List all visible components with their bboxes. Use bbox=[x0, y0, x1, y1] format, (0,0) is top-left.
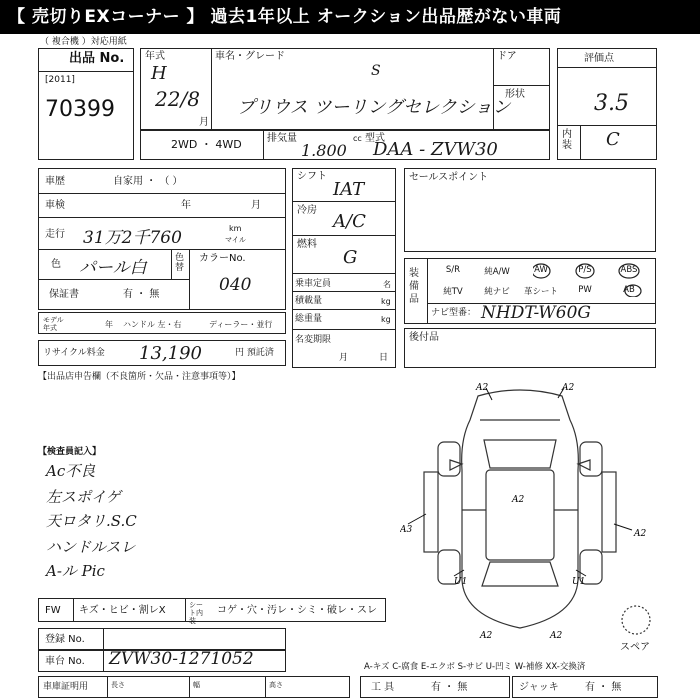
color-code-label: カラーNo. bbox=[199, 253, 246, 264]
capacity-label-0: 乗車定員 bbox=[295, 279, 332, 289]
color-change-label: 色替 bbox=[175, 253, 185, 273]
recycle-row bbox=[38, 340, 286, 366]
tools-label: 工 具 bbox=[371, 682, 395, 693]
paper-note: （ 複合機 ）対応用紙 bbox=[40, 37, 127, 47]
lot-number: 70399 bbox=[45, 97, 115, 122]
cert-length: 長さ bbox=[111, 681, 125, 689]
year-label: 年式 bbox=[145, 51, 165, 62]
capacity-unit-0: 名 bbox=[383, 280, 391, 289]
cert-width: 幅 bbox=[193, 681, 200, 689]
specs-block bbox=[292, 168, 396, 368]
damage-mark-5: U1 bbox=[454, 577, 468, 587]
damage-mark-4: A2 bbox=[634, 529, 647, 539]
displacement-label: 排気量 bbox=[267, 133, 297, 144]
spare-label: スペア bbox=[620, 642, 650, 653]
inspector-note-1: 左スポイゲ bbox=[46, 488, 121, 506]
damage-mark-8: A2 bbox=[550, 631, 563, 640]
color-label: 色 bbox=[51, 259, 61, 270]
tools-options: 有 ・ 無 bbox=[431, 682, 468, 693]
mileage-km: km bbox=[229, 224, 242, 233]
equip-ab: AB bbox=[623, 285, 635, 295]
handle-label: ハンドル 左・右 bbox=[123, 320, 182, 329]
drive-value: 2WD ・ 4WD bbox=[171, 138, 242, 151]
score-label: 評価点 bbox=[584, 53, 614, 64]
mileage-mile: マイル bbox=[225, 236, 246, 244]
damage-mark-6: U1 bbox=[572, 577, 586, 587]
fw-label: FW bbox=[45, 605, 61, 616]
chassis-row bbox=[38, 650, 286, 672]
score-box bbox=[557, 48, 657, 160]
name-value: プリウス ツーリングセレクション bbox=[237, 97, 511, 118]
jack-row bbox=[512, 676, 658, 698]
score-value: 3.5 bbox=[594, 91, 629, 116]
warranty-options: 有 ・ 無 bbox=[123, 289, 160, 300]
mileage-value: 31万2千760 bbox=[83, 228, 182, 248]
fuel-value: G bbox=[343, 247, 358, 268]
displacement-unit: cc bbox=[353, 134, 362, 143]
year-value: 22/8 bbox=[155, 87, 200, 111]
capacity-unit-2: kg bbox=[381, 315, 391, 324]
damage-mark-0: A2 bbox=[476, 383, 489, 393]
equip-pw: PW bbox=[578, 285, 592, 295]
name-mark: S bbox=[371, 63, 381, 79]
chassis-value: ZVW30-1271052 bbox=[109, 649, 254, 669]
equip-aw: AW bbox=[534, 265, 548, 275]
model-year-unit: 年 bbox=[105, 320, 113, 329]
seat-label: シート内装 bbox=[189, 601, 203, 625]
banner: 【 売切りEXコーナー 】 過去1年以上 オークション出品歴がない車両 bbox=[0, 0, 700, 34]
name-change-unit: 月 bbox=[339, 353, 349, 363]
color-value: パール白 bbox=[79, 258, 147, 278]
year-era: H bbox=[151, 63, 167, 84]
recycle-value: 13,190 bbox=[139, 343, 202, 364]
equipment-box bbox=[404, 258, 656, 324]
equip-tv: 純TV bbox=[443, 287, 463, 297]
sales-point-box bbox=[404, 168, 656, 252]
lot-year-tag: [2011] bbox=[45, 75, 75, 85]
remarks-label: 【出品店申告欄（不良箇所・欠品・注意事項等）】 bbox=[38, 372, 241, 382]
name-change-day: 日 bbox=[379, 353, 389, 363]
cert-label: 車庫証明用 bbox=[43, 682, 89, 692]
lot-box bbox=[38, 48, 134, 160]
jack-options: 有 ・ 無 bbox=[585, 682, 622, 693]
navi-label: ナビ型番： bbox=[431, 308, 477, 318]
vehicle-block bbox=[140, 48, 550, 130]
damage-mark-7: A2 bbox=[480, 631, 493, 640]
inspection-year: 年 bbox=[181, 200, 191, 211]
equip-leather: 革シート bbox=[523, 287, 558, 297]
model-type-value: DAA - ZVW30 bbox=[373, 139, 498, 160]
fuel-label: 燃料 bbox=[297, 239, 317, 250]
reg-label: 登録 No. bbox=[45, 634, 85, 645]
dealer-label: ディーラー・並行 bbox=[209, 320, 273, 329]
shape-label: 形状 bbox=[505, 89, 525, 100]
history-value: 自家用 ・ （ ） bbox=[113, 176, 183, 187]
inspection-label: 車検 bbox=[45, 200, 65, 211]
shift-value: IAT bbox=[333, 179, 365, 200]
details-block bbox=[38, 168, 286, 310]
tools-row bbox=[360, 676, 510, 698]
cert-height: 高さ bbox=[269, 681, 283, 689]
model-type-label: 型式 bbox=[365, 133, 385, 144]
inspector-note-2: 天ロタリ.S.C bbox=[46, 512, 137, 530]
model-year-row bbox=[38, 312, 286, 334]
cert-row bbox=[38, 676, 350, 698]
name-change-label: 名変期限 bbox=[295, 335, 332, 345]
inspector-note-3: ハンドルスレ bbox=[46, 538, 136, 556]
history-label: 車歴 bbox=[45, 176, 65, 187]
ac-value: A/C bbox=[333, 211, 366, 232]
interior-value: C bbox=[606, 129, 620, 150]
navi-value: NHDT-W60G bbox=[481, 303, 591, 323]
lot-label: 出品 No. bbox=[69, 51, 125, 66]
capacity-unit-1: kg bbox=[381, 297, 391, 306]
fw-row bbox=[38, 598, 386, 625]
ac-label: 冷房 bbox=[297, 205, 317, 216]
damage-mark-2: A2 bbox=[512, 495, 525, 505]
equip-navi: 純ナビ bbox=[484, 287, 510, 297]
equip-sr: S/R bbox=[445, 265, 461, 275]
year-month-unit: 月 bbox=[199, 117, 209, 128]
inspector-note-0: Ac不良 bbox=[46, 462, 96, 480]
chassis-label: 車台 No. bbox=[45, 656, 85, 667]
damage-legend: A-キズ C-腐食 E-エクボ S-サビ U-凹ミ W-補修 XX-交換済 bbox=[364, 662, 586, 672]
inspector-note-4: A-ル Pic bbox=[46, 562, 105, 580]
recycle-unit: 円 預託済 bbox=[235, 348, 274, 358]
recycle-label: リサイクル料金 bbox=[43, 348, 105, 358]
capacity-label-2: 総重量 bbox=[295, 314, 323, 324]
equipment-label: 装備品 bbox=[409, 268, 419, 305]
interior-label: 内装 bbox=[562, 129, 572, 151]
aftermarket-box bbox=[404, 328, 656, 368]
damage-mark-1: A2 bbox=[562, 383, 575, 393]
name-label: 車名・グレード bbox=[215, 51, 285, 62]
equip-abs: ABS bbox=[620, 265, 638, 275]
seat-items: コゲ・穴・汚レ・シミ・破レ・スレ bbox=[217, 605, 377, 616]
jack-label: ジャッキ bbox=[519, 682, 559, 693]
engine-row bbox=[140, 130, 550, 160]
displacement-value: 1.800 bbox=[301, 141, 347, 160]
warranty-label: 保証書 bbox=[49, 289, 79, 300]
shift-label: シフト bbox=[297, 171, 327, 182]
equip-ps: P/S bbox=[578, 265, 592, 275]
aftermarket-label: 後付品 bbox=[409, 332, 439, 343]
equipment-check-marks bbox=[533, 261, 653, 297]
mileage-label: 走行 bbox=[45, 229, 65, 240]
damage-mark-3: A3 bbox=[400, 525, 413, 535]
car-damage-diagram bbox=[400, 380, 670, 640]
door-label: ドア bbox=[497, 51, 517, 62]
color-code-value: 040 bbox=[219, 275, 252, 295]
reg-row bbox=[38, 628, 286, 650]
capacity-label-1: 積載量 bbox=[295, 296, 323, 306]
fw-items: キズ・ヒビ・割レX bbox=[79, 605, 166, 616]
inspection-month: 月 bbox=[251, 200, 261, 211]
equip-aw-genuine: 純A/W bbox=[484, 267, 510, 277]
model-year-label: モデル年式 bbox=[43, 316, 64, 332]
sales-point-label: セールスポイント bbox=[409, 172, 489, 183]
inspector-label: 【検査員記入】 bbox=[38, 447, 102, 457]
